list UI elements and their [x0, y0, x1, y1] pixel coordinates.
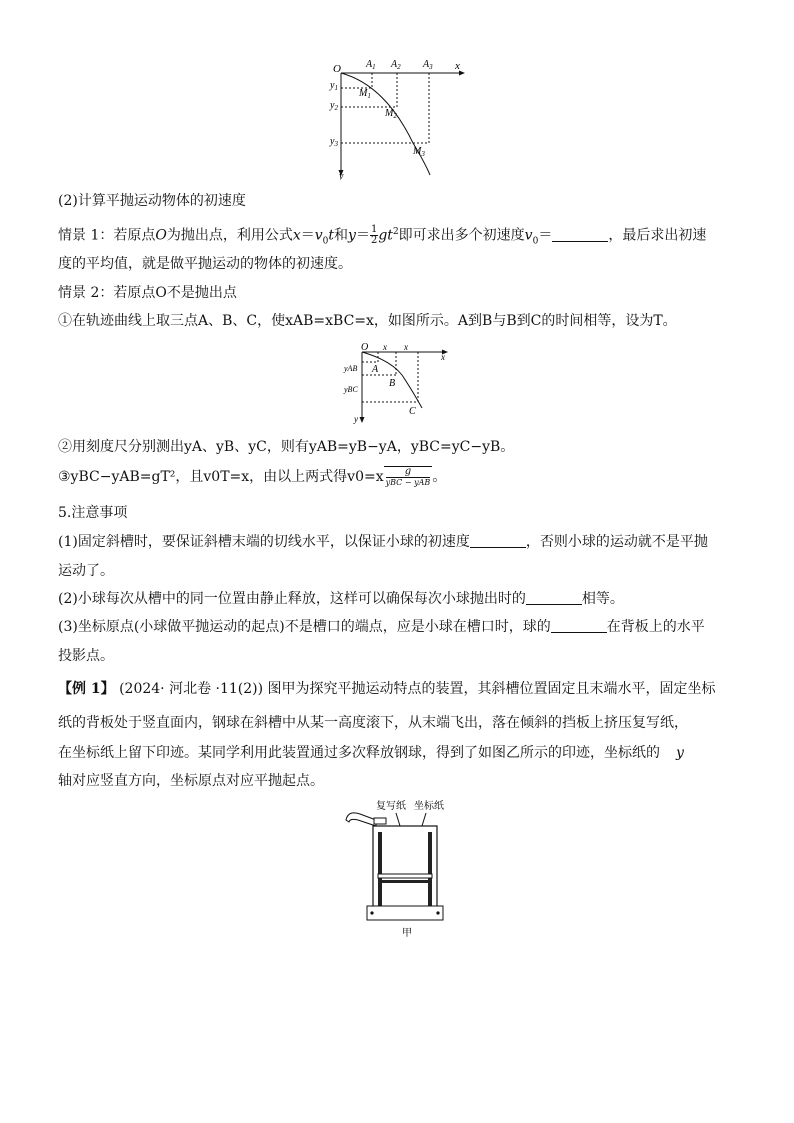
m1-label: $M_1$	[359, 88, 371, 100]
fig2-point-a: A	[372, 364, 379, 375]
step3-line: ③yBC−yAB=gT²，且v0T=x，由以上两式得v0=x $\frac{g}{\text{yBC − yAB}}$ 。	[58, 466, 447, 487]
fig2-yab: yAB	[344, 364, 358, 373]
section5-title: 5.注意事项	[58, 505, 128, 521]
a2-label: $A_2$	[391, 59, 401, 71]
trajectory-figure	[325, 55, 470, 180]
example-line4: 轴对应竖直方向，坐标原点对应平抛起点。	[58, 773, 324, 789]
y1-label: $y_1$	[330, 80, 338, 92]
case1-line1: 情景 1：若原点O为抛出点，利用公式$x=v_0t$和y＝ $\frac{1}{2}$ $gt^2$即可求出多个初速度$v_0=$ ，最后求出初速	[58, 224, 707, 247]
fig2-point-c: C	[409, 406, 416, 417]
example-line2: 纸的背板处于竖直面内，钢球在斜槽中从某一高度滚下，从末端飞出，落在倾斜的挡板上挤压复写纸，	[58, 715, 688, 731]
fig2-x1: x	[383, 342, 387, 352]
note3-line2: 投影点。	[58, 648, 114, 664]
x-axis-label: x	[455, 60, 460, 72]
copy-paper-label: 复写纸	[376, 801, 406, 812]
case1-line2: 度的平均值，就是做平抛运动的物体的初速度。	[58, 256, 352, 272]
y-axis-label: y	[339, 171, 344, 180]
example-line3: 在坐标纸上留下印迹。某同学利用此装置通过多次释放钢球，得到了如图乙所示的印迹，坐标纸的 y	[58, 745, 684, 761]
y2-label: $y_2$	[330, 100, 338, 112]
note1-line2: 运动了。	[58, 563, 114, 579]
y3-label: $y_3$	[330, 136, 338, 148]
step2-text: ②用刻度尺分别测出yA、yB、yC，则有yAB=yB−yA，yBC=yC−yB。	[58, 439, 515, 455]
example-line1: 【例 1】 (2024· 河北卷 ·11(2)) 图甲为探究平抛运动特点的装置，其斜槽位置固定且末端水平，固定坐标	[58, 681, 716, 697]
section2-title: (2)计算平抛运动物体的初速度	[58, 193, 246, 209]
fig2-point-b: B	[389, 378, 396, 389]
grid-paper-label: 坐标纸	[414, 801, 444, 812]
figure-caption: 甲	[402, 928, 412, 939]
fig2-x-axis: x	[441, 352, 445, 362]
answer-blank-3[interactable]	[526, 590, 582, 605]
case2-title: 情景 2：若原点O不是抛出点	[58, 285, 237, 301]
fig2-origin: O	[361, 342, 369, 353]
note3-line1: (3)坐标原点(小球做平抛运动的起点)不是槽口的端点，应是小球在槽口时，球的 在背板上的水平	[58, 619, 705, 635]
fig2-x2: x	[404, 342, 408, 352]
fig2-y-axis: y	[354, 414, 358, 424]
apparatus-figure	[338, 796, 463, 944]
note2-line: (2)小球每次从槽中的同一位置由静止释放，这样可以确保每次小球抛出时的 相等。	[58, 591, 624, 607]
answer-blank-2[interactable]	[470, 533, 526, 548]
a1-label: $A_1$	[366, 59, 376, 71]
a3-label: $A_3$	[423, 59, 433, 71]
answer-blank-1[interactable]	[552, 227, 608, 242]
three-point-figure	[340, 340, 455, 425]
step1-text: ①在轨迹曲线上取三点A、B、C，使xAB=xBC=x，如图所示。A到B与B到C的时间相等，设为T。	[58, 313, 677, 329]
example-tag: 【例 1】	[58, 681, 115, 697]
answer-blank-4[interactable]	[551, 618, 607, 633]
note1-line1: (1)固定斜槽时，要保证斜槽末端的切线水平，以保证小球的初速度 ，否则小球的运动就不是平抛	[58, 534, 708, 550]
m3-label: $M_3$	[413, 146, 425, 158]
fig2-ybc: yBC	[344, 385, 358, 394]
m2-label: $M_2$	[385, 108, 397, 120]
origin-label: O	[333, 63, 341, 75]
